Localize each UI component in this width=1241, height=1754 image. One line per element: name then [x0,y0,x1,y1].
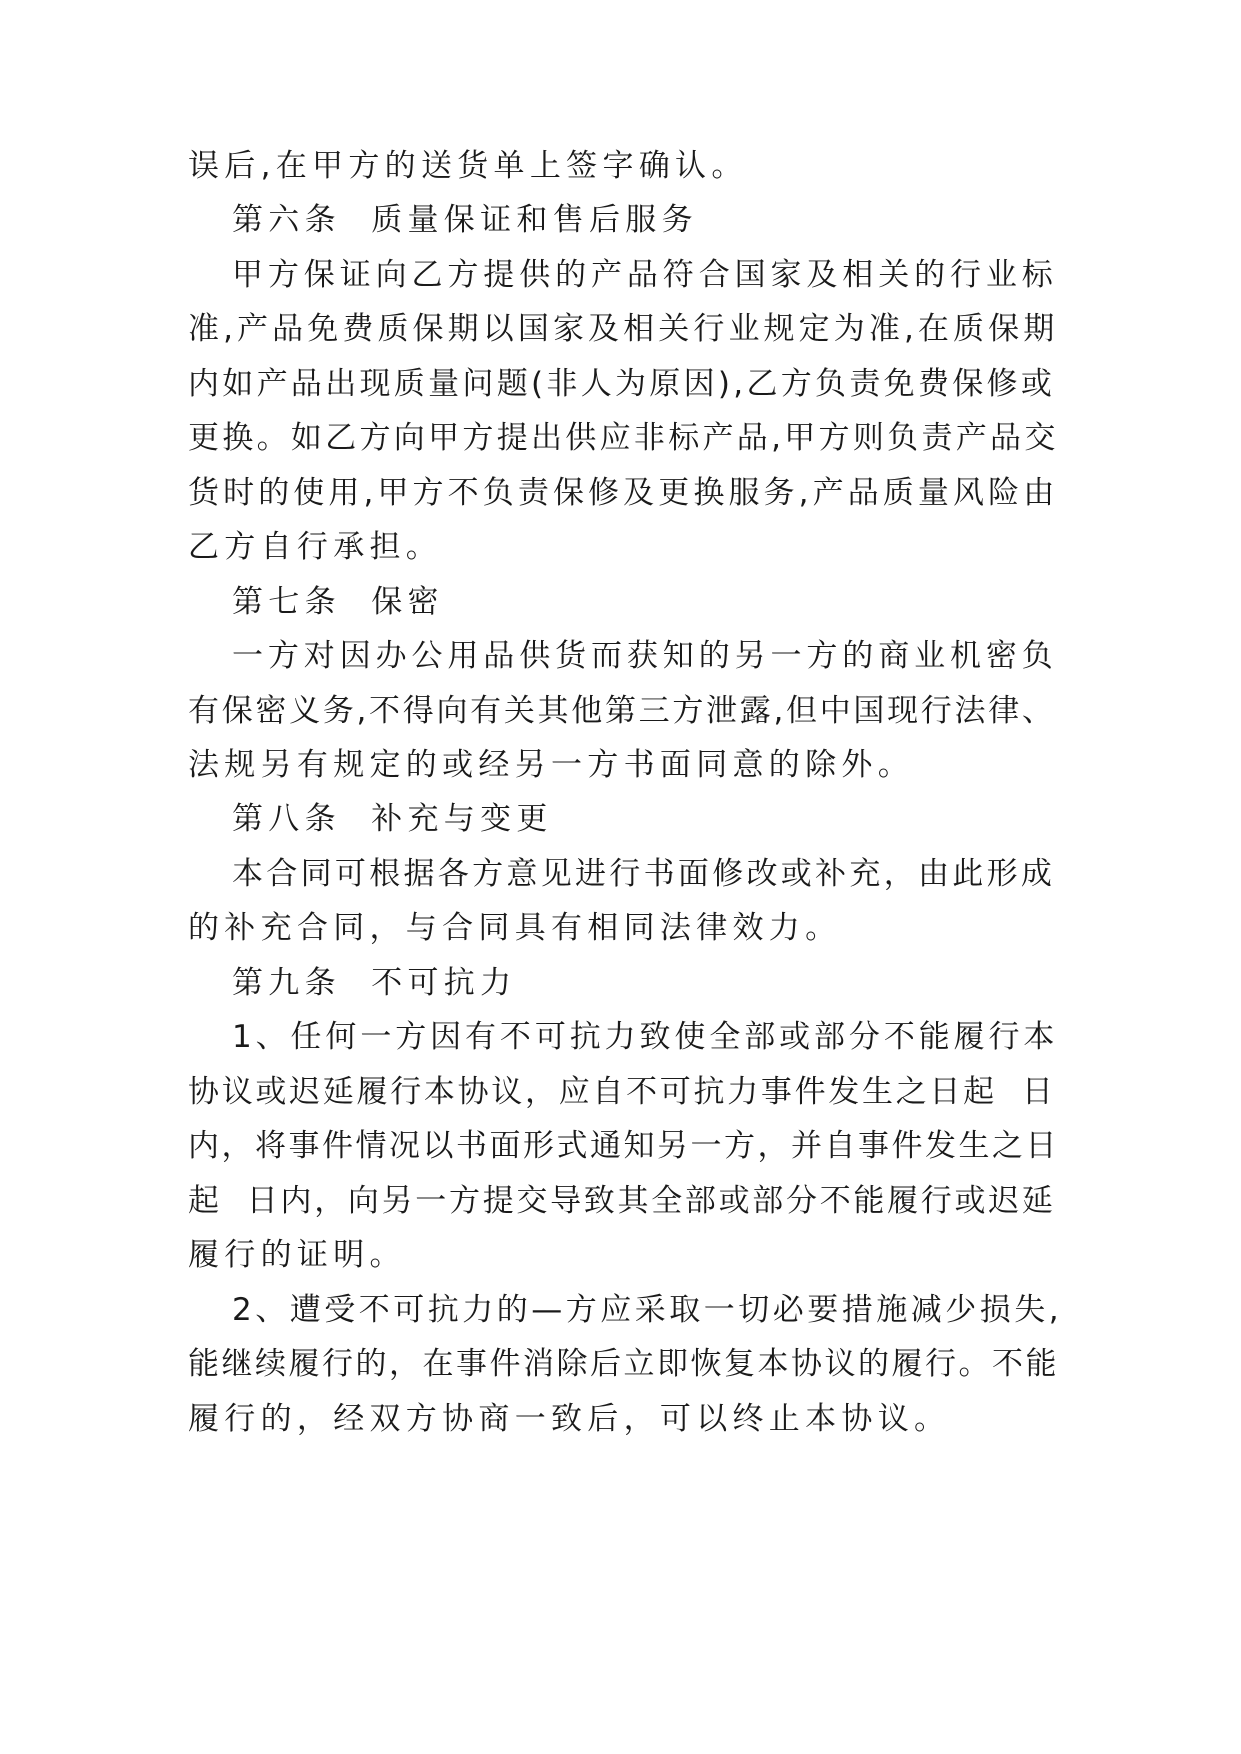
section-heading-7: 第七条 保密 [232,584,444,620]
section-heading-6: 第六条 质量保证和售后服务 [232,202,698,238]
text-line: 履行的证明。 [188,1237,406,1273]
text-line: 起 日内，向另一方提交导致其全部或部分不能履行或迟延 [188,1183,1056,1219]
paragraph-first-line: 一方对因办公用品供货而获知的另一方的商业机密负 [232,638,1058,674]
text-line: 误后,在甲方的送货单上签字确认。 [188,148,748,184]
text-line: 内，将事件情况以书面形式通知另一方，并自事件发生之日 [188,1128,1059,1164]
text-line: 履行的，经双方协商一致后，可以终止本协议。 [188,1401,951,1437]
text-line: 协议或迟延履行本协议，应自不可抗力事件发生之日起 日 [188,1074,1056,1110]
section-heading-9: 第九条 不可抗力 [232,965,517,1001]
text-line: 货时的使用,甲方不负责保修及更换服务,产品质量风险由 [188,475,1059,511]
paragraph-first-line: 本合同可根据各方意见进行书面修改或补充，由此形成 [232,856,1056,892]
text-line: 有保密义务,不得向有关其他第三方泄露,但中国现行法律、 [188,693,1056,729]
paragraph-first-line: 2、遭受不可抗力的—方应采取一切必要措施减少损失, [232,1292,1063,1328]
text-line: 内如产品出现质量问题(非人为原因),乙方负责免费保修或 [188,366,1056,402]
paragraph-first-line: 1、任何一方因有不可抗力致使全部或部分不能履行本 [232,1019,1059,1055]
text-line: 乙方自行承担。 [188,529,443,565]
text-line: 能继续履行的，在事件消除后立即恢复本协议的履行。不能 [188,1346,1059,1382]
section-heading-8: 第八条 补充与变更 [232,801,553,837]
text-line: 法规另有规定的或经另一方书面同意的除外。 [188,747,914,783]
text-line: 准,产品免费质保期以国家及相关行业规定为准,在质保期 [188,311,1059,347]
text-line: 的补充合同，与合同具有相同法律效力。 [188,910,842,946]
paragraph-first-line: 甲方保证向乙方提供的产品符合国家及相关的行业标 [232,257,1058,293]
text-line: 更换。如乙方向甲方提出供应非标产品,甲方则负责产品交 [188,420,1059,456]
